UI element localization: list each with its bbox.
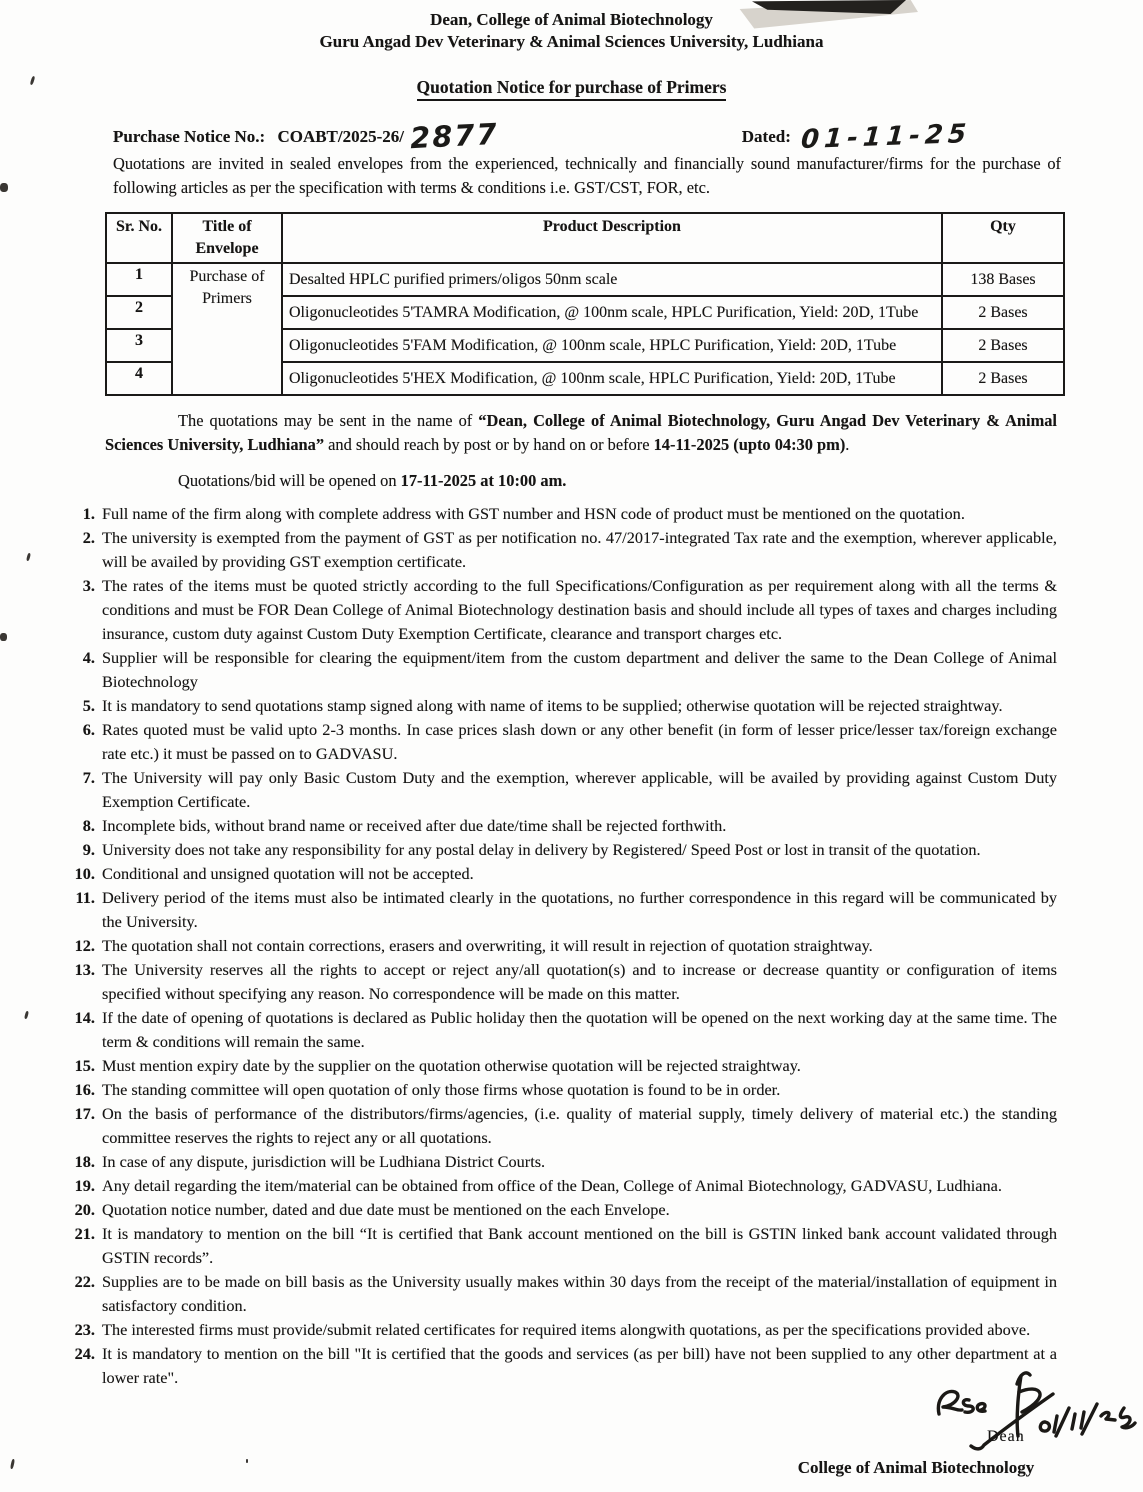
signature-block — [925, 1366, 1137, 1468]
purchase-notice-label: Purchase Notice No.: — [113, 127, 266, 146]
table-row — [106, 263, 1064, 296]
term-text: Delivery period of the items must also be intimated clearly in the quotations, no further correspondence in this regard will be communicated by the University. — [102, 888, 1057, 931]
cell-description: Desalted HPLC purified primers/oligos 50nm scale — [282, 263, 942, 296]
term-text: Full name of the firm along with complete address with GST number and HSN code of product must be mentioned on the quotation. — [102, 504, 965, 523]
term-number: 7. — [82, 768, 95, 787]
term-number: 8. — [82, 816, 95, 835]
term-item — [52, 1270, 1057, 1318]
term-number: 5. — [82, 696, 95, 715]
term-number: 6. — [82, 720, 95, 739]
term-number: 1. — [82, 504, 95, 523]
institution-label: College of Animal Biotechnology — [797, 1458, 1035, 1477]
dispatch-mid: and should reach by post or by hand on or before — [324, 435, 654, 454]
dean-designation-label: Dean — [987, 1428, 1025, 1445]
terms-list — [52, 502, 1057, 1390]
term-text: If the date of opening of quotations is declared as Public holiday then the quotation will be opened on the next working day at the same time. The term & conditions will remain the same. — [102, 1008, 1057, 1051]
header-block — [0, 0, 1143, 53]
term-text: Supplier will be responsible for clearing the equipment/item from the custom department and deliver the same to the Dean College of Animal Biotechnology — [102, 648, 1057, 691]
scan-speck — [0, 633, 7, 641]
term-text: On the basis of performance of the distributors/firms/agencies, (i.e. quality of material supply, timely delivery of material etc.) the standing committee reserves the rights to reject any or all quotations. — [102, 1104, 1057, 1147]
term-text: Rates quoted must be valid upto 2-3 months. In case prices slash down or any other benefit (in form of lesser price/lesser tax/foreign exchange rate etc.) it must be passed on to GADVASU. — [102, 720, 1057, 763]
cell-qty: 2 Bases — [942, 296, 1064, 329]
dispatch-post: . — [845, 435, 850, 454]
term-item — [52, 886, 1057, 934]
term-text: University does not take any responsibility for any postal delay in delivery by Registered/ Speed Post or lost in transit of the quotation. — [102, 840, 981, 859]
term-item — [52, 1054, 1057, 1078]
dispatch-paragraph — [105, 409, 1057, 457]
term-item — [52, 1006, 1057, 1054]
column-header-description: Product Description — [282, 213, 942, 263]
cell-qty: 2 Bases — [942, 329, 1064, 362]
term-item — [52, 766, 1057, 814]
column-header-envelope: Title of Envelope — [172, 213, 282, 263]
term-item — [52, 958, 1057, 1006]
term-number: 2. — [82, 528, 95, 547]
term-item — [52, 526, 1057, 574]
term-text: Must mention expiry date by the supplier on the quotation otherwise quotation will be rejected straightway. — [102, 1056, 801, 1075]
term-number: 24. — [74, 1344, 95, 1363]
term-text: In case of any dispute, jurisdiction will be Ludhiana District Courts. — [102, 1152, 546, 1171]
term-number: 11. — [75, 888, 95, 907]
term-number: 16. — [74, 1080, 95, 1099]
term-text: Supplies are to be made on bill basis as the University usually makes within 30 days from the receipt of the material/installation of equipment in satisfactory condition. — [102, 1272, 1057, 1315]
cell-sr: 1 — [106, 263, 172, 296]
dispatch-pre: The quotations may be sent in the name of — [178, 411, 479, 430]
term-number: 12. — [74, 936, 95, 955]
term-text: Conditional and unsigned quotation will not be accepted. — [102, 864, 474, 883]
term-item — [52, 694, 1057, 718]
column-header-sr: Sr. No. — [106, 213, 172, 263]
cell-sr: 4 — [106, 362, 172, 395]
doc-title-wrap — [0, 77, 1143, 101]
opening-line — [178, 469, 1057, 493]
term-number: 4. — [82, 648, 95, 667]
term-item — [52, 1102, 1057, 1150]
cell-sr: 3 — [106, 329, 172, 362]
cell-qty: 2 Bases — [942, 362, 1064, 395]
purchase-notice-prefix: COABT/2025-26/ — [277, 127, 404, 146]
term-text: It is mandatory to mention on the bill "It is certified that the goods and services (as per bill) have not been supplied to any other department at a lower rate". — [102, 1344, 1057, 1387]
scan-speck — [26, 553, 31, 562]
term-number: 3. — [82, 576, 95, 595]
term-number: 18. — [74, 1152, 95, 1171]
opening-pre: Quotations/bid will be opened on — [178, 471, 401, 490]
term-number: 19. — [74, 1176, 95, 1195]
cell-sr: 2 — [106, 296, 172, 329]
org-name-line1: Dean, College of Animal Biotechnology — [430, 10, 713, 29]
term-text: Any detail regarding the item/material can be obtained from office of the Dean, College of Animal Biotechnology, GADVASU, Ludhiana. — [102, 1176, 1002, 1195]
term-text: Quotation notice number, dated and due date must be mentioned on the each Envelope. — [102, 1200, 670, 1219]
signature-scribble — [925, 1366, 1137, 1468]
term-number: 15. — [74, 1056, 95, 1075]
dated-field — [741, 118, 973, 156]
term-item — [52, 502, 1057, 526]
term-item — [52, 718, 1057, 766]
term-text: The standing committee will open quotation of only those firms whose quotation is found to be in order. — [102, 1080, 781, 1099]
purchase-notice-number — [113, 115, 500, 156]
term-number: 9. — [82, 840, 95, 859]
term-item — [52, 934, 1057, 958]
term-number: 14. — [74, 1008, 95, 1027]
term-number: 23. — [74, 1320, 95, 1339]
cell-description: Oligonucleotides 5'HEX Modification, @ 100nm scale, HPLC Purification, Yield: 20D, 1Tube — [282, 362, 942, 395]
term-number: 13. — [74, 960, 95, 979]
notice-number-row — [113, 115, 973, 156]
term-number: 17. — [74, 1104, 95, 1123]
scan-speck — [24, 1011, 29, 1020]
table-header-row — [106, 213, 1064, 263]
term-item — [52, 1174, 1057, 1198]
term-text: The university is exempted from the payment of GST as per notification no. 47/2017-integrated Tax rate and the exemption, wherever applicable, will be availed by providing GST exemption certificate. — [102, 528, 1057, 571]
term-text: The interested firms must provide/submit related certificates for required items alongwith quotations, as per the specifications provided above. — [102, 1320, 1031, 1339]
term-item — [52, 1078, 1057, 1102]
page-title: Quotation Notice for purchase of Primers — [417, 77, 727, 101]
cell-description: Oligonucleotides 5'TAMRA Modification, @ 100nm scale, HPLC Purification, Yield: 20D, 1Tube — [282, 296, 942, 329]
opening-datetime: 17-11-2025 at 10:00 am. — [400, 471, 567, 490]
term-item — [52, 1222, 1057, 1270]
column-header-qty: Qty — [942, 213, 1064, 263]
dated-label: Dated: — [741, 127, 791, 146]
term-number: 22. — [74, 1272, 95, 1291]
term-item — [52, 1198, 1057, 1222]
term-number: 20. — [74, 1200, 95, 1219]
term-item — [52, 646, 1057, 694]
handwritten-notice-number: 2877 — [409, 116, 500, 156]
term-text: It is mandatory to mention on the bill “It is certified that Bank account mentioned on the bill is GSTIN linked bank account validated through GSTIN records”. — [102, 1224, 1057, 1267]
term-item — [52, 862, 1057, 886]
intro-paragraph: Quotations are invited in sealed envelopes from the experienced, technically and financially sound manufacturer/firms for the purchase of following articles as per the specification with terms & conditions i.e. GST/CST, FOR, etc. — [113, 154, 1061, 197]
scan-speck — [0, 183, 8, 192]
term-text: The quotation shall not contain corrections, erasers and overwriting, it will result in rejection of quotation straightway. — [102, 936, 873, 955]
cell-description: Oligonucleotides 5'FAM Modification, @ 100nm scale, HPLC Purification, Yield: 20D, 1Tube — [282, 329, 942, 362]
dispatch-addressee: “Dean, College of Animal Biotechnology, Guru Angad Dev Veterinary & Animal Sciences University, Ludhiana” — [105, 411, 1057, 454]
handwritten-date: 01-11-25 — [799, 118, 973, 156]
term-text: The University will pay only Basic Custom Duty and the exemption, wherever applicable, will be availed by providing against Custom Duty Exemption Certificate. — [102, 768, 1057, 811]
cell-qty: 138 Bases — [942, 263, 1064, 296]
term-item — [52, 1318, 1057, 1342]
term-text: The University reserves all the rights to accept or reject any/all quotation(s) and to increase or decrease quantity or configuration of items specified without specifying any reason. No correspondence will be made on this matter. — [102, 960, 1057, 1003]
term-number: 21. — [74, 1224, 95, 1243]
scan-speck — [10, 1459, 15, 1469]
term-text: It is mandatory to send quotations stamp signed along with name of items to be supplied; otherwise quotation will be rejected straightway. — [102, 696, 1003, 715]
term-item — [52, 814, 1057, 838]
term-item — [52, 1150, 1057, 1174]
items-table — [105, 212, 1065, 396]
term-item — [52, 838, 1057, 862]
cell-envelope-title: Purchase of Primers — [172, 263, 282, 395]
term-item — [52, 1342, 1057, 1390]
term-text: Incomplete bids, without brand name or received after due date/time shall be rejected forthwith. — [102, 816, 727, 835]
term-number: 10. — [74, 864, 95, 883]
term-text: The rates of the items must be quoted strictly according to the full Specifications/Configuration as per requirement along with all the terms & conditions and must be FOR Dean College of Animal Biotechnology destination basis and should include all types of taxes and charges including insurance, custom duty against Custom Duty Exemption Certificate, clearance and transport charges etc. — [102, 576, 1057, 643]
dispatch-deadline: 14-11-2025 (upto 04:30 pm) — [653, 435, 846, 454]
org-name-line2: Guru Angad Dev Veterinary & Animal Sciences University, Ludhiana — [319, 32, 824, 51]
scan-speck — [246, 1459, 248, 1463]
term-item — [52, 574, 1057, 646]
